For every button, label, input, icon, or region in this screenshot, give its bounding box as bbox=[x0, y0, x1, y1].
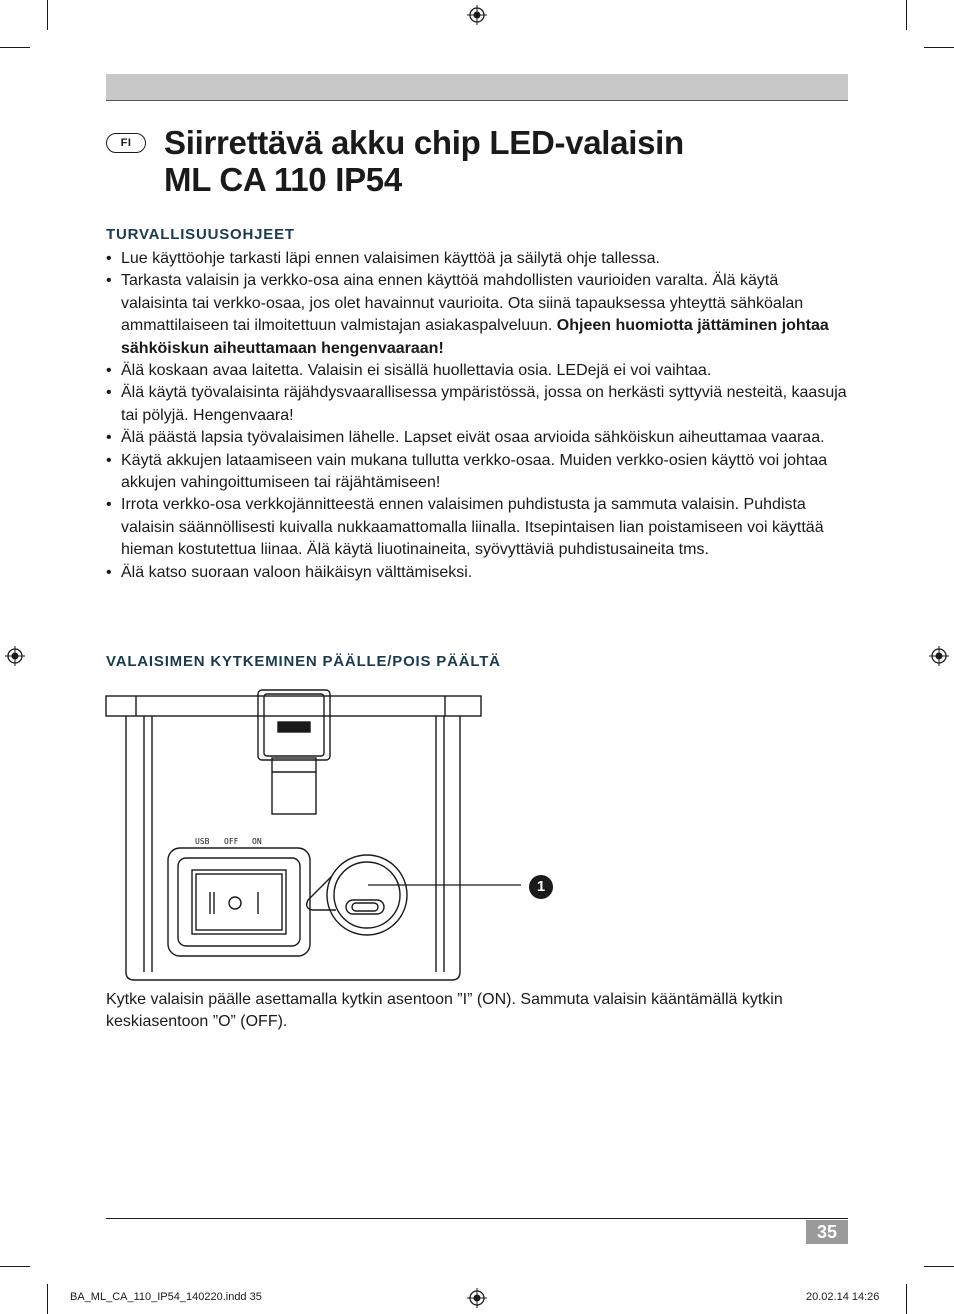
registration-mark-icon bbox=[5, 646, 25, 666]
list-item: • Lue käyttöohje tarkasti läpi ennen valaisimen käyttöä ja säilytä ohje tallessa. bbox=[106, 248, 848, 270]
crop-mark bbox=[47, 0, 48, 30]
crop-mark bbox=[906, 0, 907, 30]
list-item: • Älä käytä työvalaisinta räjähdysvaarallisessa ympäristössä, jossa on herkästi syttyviä nesteitä, kaasuja tai pölyjä. Hengenvaara! bbox=[106, 382, 848, 427]
crop-mark bbox=[906, 1284, 907, 1314]
safety-list bbox=[106, 248, 848, 584]
registration-mark-icon bbox=[929, 646, 949, 666]
switch-instructions: Kytke valaisin päälle asettamalla kytkin asentoon ”I” (ON). Sammuta valaisin kääntämällä kytkin keskiasentoon ”O” (OFF). bbox=[106, 991, 783, 1031]
page-title-line-1: Siirrettävä akku chip LED-valaisin bbox=[164, 124, 684, 161]
footer-rule bbox=[106, 1218, 848, 1219]
page-number: 35 bbox=[806, 1220, 848, 1244]
list-item: • Älä koskaan avaa laitetta. Valaisin ei sisällä huollettavia osia. LEDejä ei voi vaihtaa. bbox=[106, 360, 848, 382]
device-switch-illustration bbox=[100, 688, 550, 984]
language-badge: FI bbox=[106, 133, 146, 153]
header-bar bbox=[106, 74, 848, 101]
usb-label: USB bbox=[195, 837, 210, 846]
crop-mark bbox=[924, 1266, 954, 1267]
crop-mark bbox=[47, 1284, 48, 1314]
list-item: • Irrota verkko-osa verkkojännitteestä ennen valaisimen puhdistusta ja sammuta valaisin. Puhdista valaisin säännöllisesti kuivalla nukkaamattomalla liinalla. Itsepintaisen lian poistamiseen voi käyttää hieman kostutettua liinaa. Älä käytä liuotinaineita, syövyttäviä puhdistusaineita tms. bbox=[106, 494, 848, 561]
switch-heading: VALAISIMEN KYTKEMINEN PÄÄLLE/POIS PÄÄLTÄ bbox=[106, 653, 501, 670]
crop-mark bbox=[0, 47, 30, 48]
list-item: • Tarkasta valaisin ja verkko-osa aina ennen käyttöä mahdollisten vaurioiden varalta. Älä käytä valaisinta tai verkko-osaa, jos olet havainnut vaurioita. Ota siinä tapauksessa yhteyttä sähköalan ammattilaiseen tai ilmoitettuun valmistajan asiakaspalveluun. Ohjeen huomiotta jättäminen johtaa sähköiskun aiheuttamaan hengenvaaraan! bbox=[106, 270, 848, 360]
callout-number: 1 bbox=[529, 875, 553, 899]
slug-filename: BA_ML_CA_110_IP54_140220.indd 35 bbox=[70, 1291, 262, 1303]
registration-mark-icon bbox=[467, 1288, 487, 1308]
registration-mark-icon bbox=[467, 5, 487, 25]
on-label: ON bbox=[252, 837, 262, 846]
page-title-line-2: ML CA 110 IP54 bbox=[164, 161, 402, 198]
list-item: • Älä päästä lapsia työvalaisimen lähelle. Lapset eivät osaa arvioida sähköiskun aiheuttamaa vaaraa. bbox=[106, 427, 848, 449]
crop-mark bbox=[0, 1266, 30, 1267]
page-title bbox=[164, 124, 844, 198]
off-label: OFF bbox=[224, 837, 239, 846]
list-item: • Älä katso suoraan valoon häikäisyn välttämiseksi. bbox=[106, 562, 848, 584]
crop-mark bbox=[924, 47, 954, 48]
list-item: • Käytä akkujen lataamiseen vain mukana tullutta verkko-osaa. Muiden verkko-osien käyttö voi johtaa akkujen vahingoittumiseen tai räjähtämiseen! bbox=[106, 450, 848, 495]
safety-heading: TURVALLISUUSOHJEET bbox=[106, 226, 295, 243]
slug-date: 20.02.14 14:26 bbox=[806, 1291, 880, 1303]
